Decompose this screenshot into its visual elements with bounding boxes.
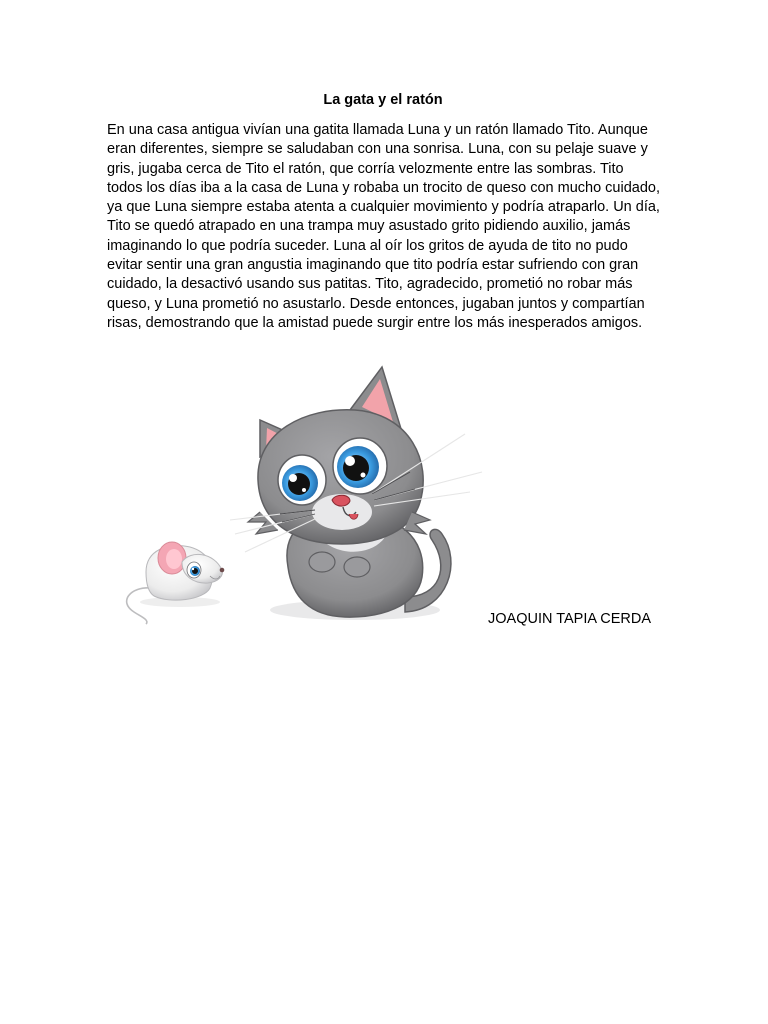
author-name: JOAQUIN TAPIA CERDA — [488, 611, 652, 627]
story-paragraph: En una casa antigua vivían una gatita llamada Luna y un ratón llamado Tito. Aunque eran diferentes, siempre se saludaban con una sonrisa. Luna, con su pelaje suave y gris, jugaba cerca de Tito el ratón, que corría velozmente entre las sombras. Tito todos los días iba a la casa de Luna y robaba un trocito de queso con mucho cuidado, ya que Luna siempre estaba atenta a cualquier movimiento y podría atraparlo. Un día, Tito se quedó atrapado en una trampa muy asustado grito pidiendo auxilio, jamás imaginando lo que podría suceder. Luna al oír los gritos de ayuda de tito no pudo evitar sentir una gran angustia imaginando que tito podría estar sufriendo con gran cuidado, la desactivó usando sus patitas. Tito, agradecido, prometió no robar más queso, y Luna prometió no asustarlo. Desde entonces, jugaban juntos y compartían risas, demostrando que la amistad puede surgir entre los más inesperados amigos. — [107, 122, 660, 331]
cat-right-eye — [333, 438, 387, 494]
mouse-eye — [187, 562, 201, 578]
mouse-figure — [127, 542, 225, 624]
cat-left-eye — [278, 455, 326, 505]
cat-nose — [332, 495, 350, 506]
document-title: La gata y el ratón — [323, 92, 443, 108]
cat-figure — [230, 367, 482, 620]
mouse-tail — [127, 588, 152, 624]
mouse-nose — [220, 568, 225, 573]
cat-and-mouse-illustration — [110, 362, 500, 632]
